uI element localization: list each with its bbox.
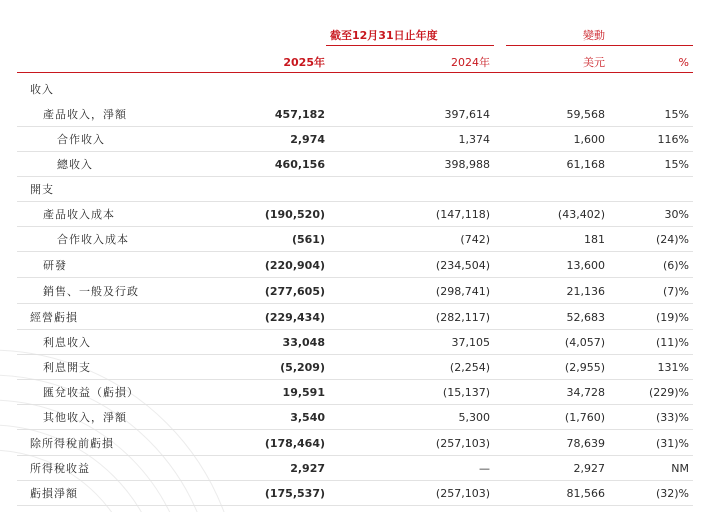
value-2024: (234,504): [435, 259, 490, 272]
value-2024: (257,103): [435, 487, 490, 500]
value-2025: (561): [291, 233, 325, 246]
row-label: 產品收入成本: [43, 208, 115, 221]
table-row: [0, 308, 717, 328]
value-2025: (229,434): [264, 311, 325, 324]
row-separator: [17, 480, 693, 481]
row-separator: [17, 303, 693, 304]
table-row: [0, 358, 717, 378]
value-2025: 457,182: [274, 108, 325, 121]
value-change: (1,760): [564, 411, 605, 424]
value-change: 2,927: [573, 462, 605, 475]
row-separator: [17, 126, 693, 127]
table-row: [0, 80, 717, 100]
table-row: [0, 408, 717, 428]
value-2024: 5,300: [458, 411, 490, 424]
value-2025: 2,974: [290, 133, 325, 146]
table-row: [0, 256, 717, 276]
value-change: (43,402): [557, 208, 605, 221]
row-label: 其他收入，淨額: [43, 411, 127, 424]
value-change-pct: (11)%: [655, 336, 689, 349]
row-separator: [17, 277, 693, 278]
value-2024: 397,614: [444, 108, 490, 121]
value-change: 52,683: [566, 311, 605, 324]
value-2025: 460,156: [274, 158, 325, 171]
value-2024: (742): [460, 233, 490, 246]
table-row: [0, 205, 717, 225]
value-change: 78,639: [566, 437, 605, 450]
value-2024: 37,105: [451, 336, 490, 349]
value-2025: (220,904): [264, 259, 325, 272]
value-2024: 398,988: [444, 158, 490, 171]
table-row: [0, 282, 717, 302]
value-2024: (2,254): [449, 361, 490, 374]
value-2024: 1,374: [458, 133, 490, 146]
value-change: 61,168: [566, 158, 605, 171]
value-change-pct: (24)%: [655, 233, 689, 246]
row-label: 總收入: [57, 158, 93, 171]
value-2025: (175,537): [264, 487, 325, 500]
row-label: 匯兌收益（虧損）: [43, 386, 139, 399]
table-row: [0, 459, 717, 479]
value-change-pct: (229)%: [648, 386, 689, 399]
value-2025: 19,591: [282, 386, 325, 399]
value-change-pct: 30%: [664, 208, 689, 221]
value-change: 1,600: [573, 133, 605, 146]
table-row: [0, 105, 717, 125]
row-separator: [17, 379, 693, 380]
row-label: 產品收入，淨額: [43, 108, 127, 121]
row-label: 除所得稅前虧損: [30, 437, 114, 450]
row-label: 虧損淨額: [30, 487, 78, 500]
row-separator: [17, 505, 693, 506]
value-2024: (257,103): [435, 437, 490, 450]
row-label: 經營虧損: [30, 311, 78, 324]
row-separator: [17, 404, 693, 405]
value-change: 81,566: [566, 487, 605, 500]
row-label: 收入: [30, 83, 54, 96]
value-2024: (282,117): [435, 311, 490, 324]
row-separator: [17, 151, 693, 152]
value-2025: 33,048: [282, 336, 325, 349]
value-change: (4,057): [564, 336, 605, 349]
value-change: 13,600: [566, 259, 605, 272]
row-separator: [17, 329, 693, 330]
value-2025: (178,464): [264, 437, 325, 450]
value-change-pct: NM: [671, 462, 689, 475]
row-label: 銷售、一般及行政: [43, 285, 139, 298]
value-change: (2,955): [564, 361, 605, 374]
value-change: 34,728: [566, 386, 605, 399]
period-label: 截至12月31日止年度: [330, 29, 438, 42]
table-row: [0, 155, 717, 175]
value-change-pct: (7)%: [662, 285, 689, 298]
value-change-pct: (33)%: [655, 411, 689, 424]
table-row: [0, 484, 717, 504]
row-label: 合作收入成本: [57, 233, 129, 246]
table-row: [0, 230, 717, 250]
value-change: 181: [584, 233, 605, 246]
col-usd-header: 美元: [583, 56, 605, 69]
row-label: 利息開支: [43, 361, 91, 374]
row-label: 研發: [43, 259, 67, 272]
value-2025: 3,540: [290, 411, 325, 424]
row-separator: [17, 226, 693, 227]
value-change-pct: (19)%: [655, 311, 689, 324]
row-separator: [17, 176, 693, 177]
header-columns-row: [0, 54, 717, 72]
value-change-pct: (32)%: [655, 487, 689, 500]
value-2024: —: [479, 462, 490, 475]
value-change-pct: 131%: [657, 361, 689, 374]
value-change-pct: (6)%: [662, 259, 689, 272]
value-change: 59,568: [566, 108, 605, 121]
row-separator: [17, 455, 693, 456]
change-label: 變動: [583, 29, 605, 42]
col-2024-header: 2024年: [451, 56, 490, 69]
value-2024: (147,118): [435, 208, 490, 221]
col-pct-header: %: [678, 56, 689, 69]
row-separator: [17, 429, 693, 430]
value-change: 21,136: [566, 285, 605, 298]
value-change-pct: (31)%: [655, 437, 689, 450]
table-row: [0, 434, 717, 454]
change-underline: [506, 45, 693, 46]
table-row: [0, 383, 717, 403]
header-period-row: [0, 27, 717, 45]
row-separator: [17, 354, 693, 355]
row-label: 合作收入: [57, 133, 105, 146]
value-2024: (298,741): [435, 285, 490, 298]
value-2025: (190,520): [264, 208, 325, 221]
table-row: [0, 130, 717, 150]
table-row: [0, 333, 717, 353]
header-rule: [17, 72, 693, 73]
col-2025-header: 2025年: [283, 56, 325, 69]
value-2025: 2,927: [290, 462, 325, 475]
row-label: 所得稅收益: [30, 462, 90, 475]
value-change-pct: 116%: [657, 133, 689, 146]
table-row: [0, 180, 717, 200]
row-separator: [17, 251, 693, 252]
value-2025: (5,209): [280, 361, 325, 374]
row-label: 利息收入: [43, 336, 91, 349]
value-change-pct: 15%: [664, 158, 689, 171]
row-label: 開支: [30, 183, 54, 196]
value-2024: (15,137): [442, 386, 490, 399]
period-underline: [326, 45, 494, 46]
value-change-pct: 15%: [664, 108, 689, 121]
row-separator: [17, 201, 693, 202]
value-2025: (277,605): [264, 285, 325, 298]
